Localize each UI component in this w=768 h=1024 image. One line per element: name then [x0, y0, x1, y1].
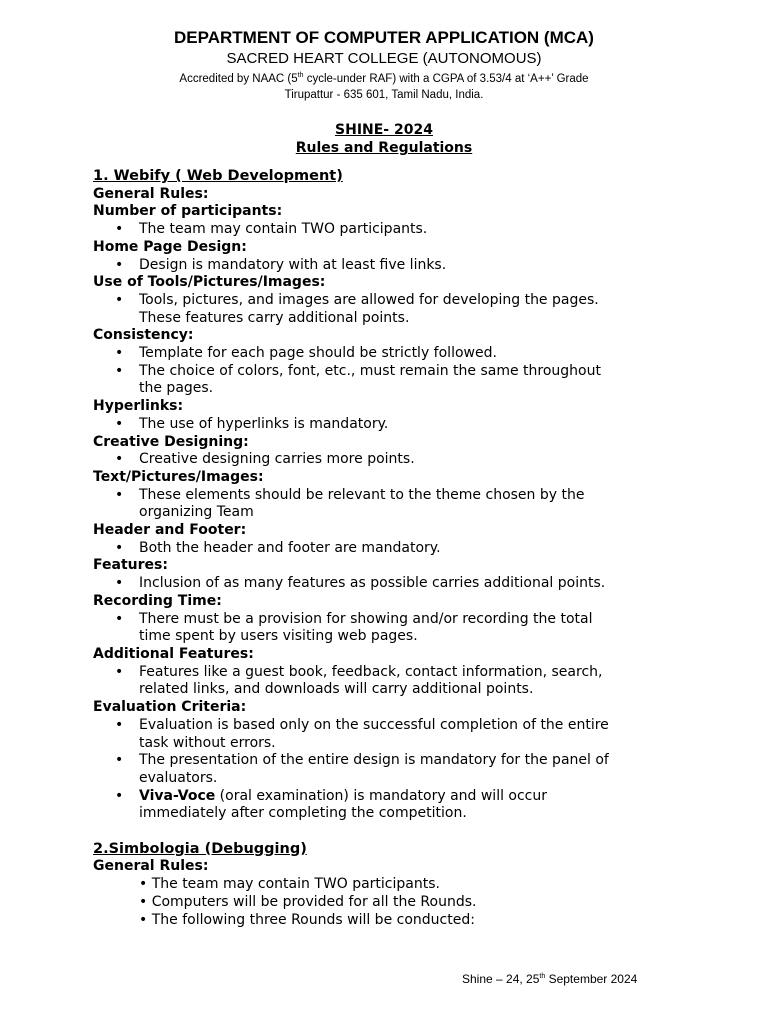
- list-item: • Viva-Voce (oral examination) is mandatory and will occur immediately after completing the competition.: [93, 788, 683, 823]
- list-item: • The team may contain TWO participants.: [139, 876, 440, 893]
- hyperlinks-heading: Hyperlinks:: [93, 398, 184, 415]
- section-webify-title: 1. Webify ( Web Development): [93, 168, 343, 184]
- list-item: • The presentation of the entire design is mandatory for the panel of evaluators.: [93, 752, 683, 787]
- tools-list: [93, 292, 683, 327]
- additional-list: [93, 664, 683, 699]
- general-rules-heading: General Rules:: [93, 185, 209, 202]
- list-item: • Creative designing carries more points.: [93, 451, 683, 469]
- creative-heading: Creative Designing:: [93, 433, 249, 450]
- header-footer-heading: Header and Footer:: [93, 522, 247, 539]
- section-simbologia-title: 2.Simbologia (Debugging): [93, 840, 307, 857]
- participants-heading: Number of participants:: [93, 203, 283, 220]
- viva-voce-term: Viva-Voce: [139, 787, 216, 804]
- features-heading: Features:: [93, 557, 168, 574]
- list-item: • The following three Rounds will be conducted:: [139, 911, 475, 928]
- section-spacer: [93, 823, 683, 841]
- rules-content: [93, 168, 683, 929]
- evaluation-heading: Evaluation Criteria:: [93, 699, 247, 716]
- participants-list: [93, 221, 683, 239]
- page-footer: Shine – 24, 25th September 2024: [462, 972, 638, 986]
- list-item: • Evaluation is based only on the successful completion of the entire task without errors.: [93, 717, 683, 752]
- homepage-list: [93, 257, 683, 275]
- list-item: • The team may contain TWO participants.: [93, 221, 683, 239]
- hyperlinks-list: [93, 416, 683, 434]
- creative-list: [93, 451, 683, 469]
- recording-list: [93, 611, 683, 646]
- consistency-heading: Consistency:: [93, 327, 194, 344]
- text-pictures-list: [93, 487, 683, 522]
- list-item: • Template for each page should be strictly followed.: [93, 345, 683, 363]
- list-item: • These elements should be relevant to the theme chosen by the organizing Team: [93, 487, 683, 522]
- list-item: • Tools, pictures, and images are allowed for developing the pages. These features carry additional points.: [93, 292, 683, 327]
- evaluation-list: [93, 717, 683, 823]
- college-name: SACRED HEART COLLEGE (AUTONOMOUS): [226, 50, 542, 67]
- event-title: SHINE- 2024: [335, 122, 433, 138]
- header-footer-list: [93, 540, 683, 558]
- additional-heading: Additional Features:: [93, 645, 254, 662]
- college-address: Tirupattur - 635 601, Tamil Nadu, India.: [284, 88, 484, 101]
- consistency-list: [93, 345, 683, 398]
- list-item: • Both the header and footer are mandatory.: [93, 540, 683, 558]
- list-item: • There must be a provision for showing and/or recording the total time spent by users visiting web pages.: [93, 611, 683, 646]
- accreditation-line: Accredited by NAAC (5th cycle-under RAF) with a CGPA of 3.53/4 at ‘A++’ Grade: [179, 72, 589, 85]
- homepage-heading: Home Page Design:: [93, 238, 247, 255]
- features-list: [93, 575, 683, 593]
- text-pictures-heading: Text/Pictures/Images:: [93, 468, 264, 485]
- list-item: • Computers will be provided for all the Rounds.: [139, 893, 477, 910]
- list-item: • Features like a guest book, feedback, contact information, search, related links, and downloads will carry additional points.: [93, 664, 683, 699]
- list-item: • Design is mandatory with at least five links.: [93, 257, 683, 275]
- general-rules-heading-2: General Rules:: [93, 858, 209, 875]
- recording-heading: Recording Time:: [93, 592, 222, 609]
- list-item: • The use of hyperlinks is mandatory.: [93, 416, 683, 434]
- rules-title: Rules and Regulations: [295, 140, 473, 156]
- list-item: • The choice of colors, font, etc., must remain the same throughout the pages.: [93, 363, 683, 398]
- tools-heading: Use of Tools/Pictures/Images:: [93, 274, 326, 291]
- department-name: DEPARTMENT OF COMPUTER APPLICATION (MCA): [174, 28, 594, 47]
- document-titles: [0, 121, 768, 157]
- list-item: • Inclusion of as many features as possible carries additional points.: [93, 575, 683, 593]
- letterhead: [0, 28, 768, 103]
